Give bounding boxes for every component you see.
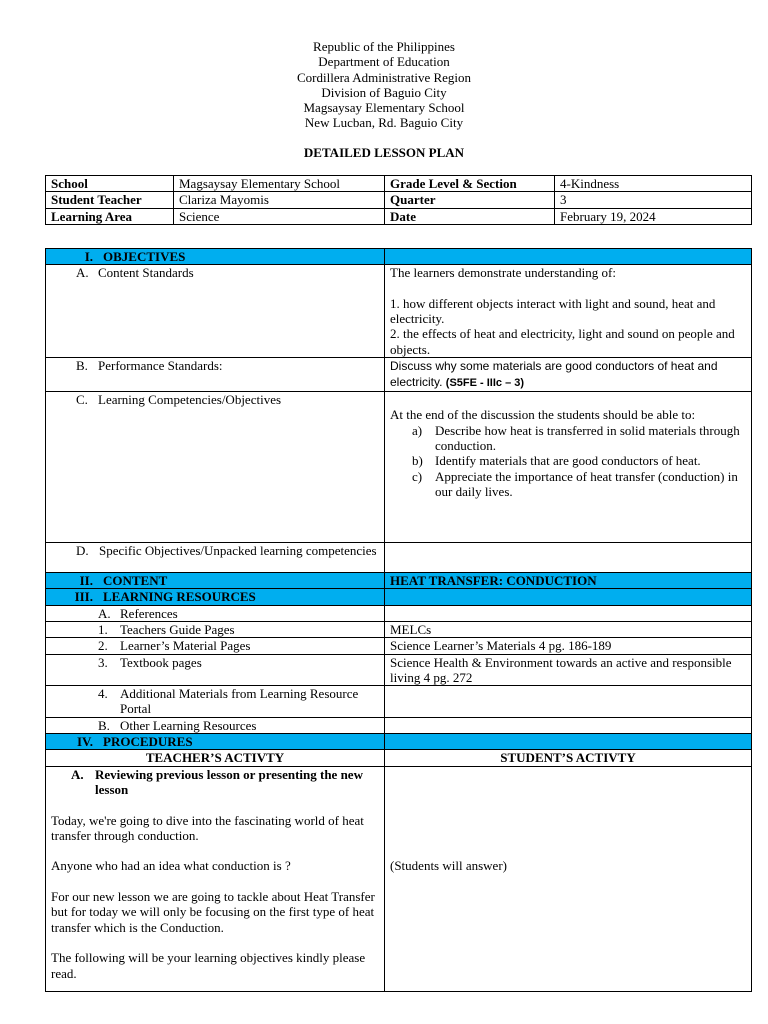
teacher-paragraph-2: Anyone who had an idea what conduction is ?	[51, 858, 291, 874]
grade-value: 4-Kindness	[555, 176, 752, 192]
date-label: Date	[385, 208, 555, 224]
step-a-letter: A.	[71, 766, 84, 782]
references-label	[46, 605, 385, 621]
content-standards-text: Content Standards	[98, 265, 194, 281]
learners-material-num: 2.	[98, 638, 108, 654]
resources-num: III.	[74, 589, 93, 605]
references-row	[46, 605, 752, 621]
competency-item-c	[412, 469, 746, 500]
header-line-3: Cordillera Administrative Region	[296, 69, 472, 85]
performance-standards-label	[46, 358, 385, 392]
portal-label	[46, 686, 385, 718]
specific-objectives-value	[385, 543, 752, 573]
competencies-row	[46, 392, 752, 543]
learners-material-value: Science Learner’s Materials 4 pg. 186-189	[385, 638, 752, 654]
textbook-num: 3.	[98, 654, 108, 670]
quarter-label: Quarter	[385, 192, 555, 208]
procedures-header	[46, 734, 385, 750]
textbook-text: Textbook pages	[120, 654, 202, 670]
specific-objectives-text: Specific Objectives/Unpacked learning competencies	[99, 543, 377, 559]
activity-columns-row	[46, 750, 752, 766]
resources-header-empty	[385, 589, 752, 605]
performance-standards-value	[385, 358, 752, 392]
content-header-row	[46, 573, 752, 589]
learners-material-row	[46, 638, 752, 654]
competencies-label	[46, 392, 385, 543]
teachers-guide-row	[46, 621, 752, 637]
other-resources-label	[46, 717, 385, 733]
content-standards-label	[46, 265, 385, 358]
info-row-school	[46, 176, 752, 192]
objectives-header-row	[46, 249, 752, 265]
info-row-area	[46, 208, 752, 224]
references-letter: A.	[98, 605, 111, 621]
teacher-paragraph-1: Today, we're going to dive into the fascinating world of heat transfer through conduction.	[51, 812, 364, 843]
grade-label: Grade Level & Section	[385, 176, 555, 192]
teachers-guide-label	[46, 621, 385, 637]
teacher-value: Clariza Mayomis	[174, 192, 385, 208]
document-title: DETAILED LESSON PLAN	[303, 145, 465, 160]
content-title: CONTENT	[103, 573, 168, 589]
objectives-title: OBJECTIVES	[103, 249, 186, 264]
content-num: II.	[79, 573, 93, 589]
objectives-num: I.	[84, 249, 93, 264]
performance-standards-code: (S5FE - IIIc – 3)	[445, 377, 525, 390]
references-value	[385, 605, 752, 621]
competencies-letter: C.	[76, 392, 88, 408]
objectives-header	[46, 249, 385, 265]
area-value: Science	[174, 208, 385, 224]
performance-standards-desc: Discuss why some materials are good conductors of heat and electricity.	[390, 359, 718, 390]
date-value: February 19, 2024	[555, 208, 752, 224]
textbook-value: Science Health & Environment towards an active and responsible living 4 pg. 272	[385, 654, 752, 686]
header-line-1: Republic of the Philippines	[313, 39, 455, 54]
resources-header-row	[46, 589, 752, 605]
content-standards-item-1: 1. how different objects interact with light and sound, heat and electricity.	[390, 295, 716, 327]
teachers-guide-text: Teachers Guide Pages	[120, 621, 235, 637]
objectives-header-empty	[385, 249, 752, 265]
resources-header	[46, 589, 385, 605]
quarter-value: 3	[555, 192, 752, 208]
content-standards-intro: The learners demonstrate understanding of:	[390, 265, 616, 281]
content-standards-item-2: 2. the effects of heat and electricity, light and sound on people and objects.	[390, 326, 735, 357]
procedures-header-row	[46, 734, 752, 750]
resources-title: LEARNING RESOURCES	[103, 589, 256, 605]
header-line-4: Division of Baguio City	[321, 84, 447, 100]
header-line-6: New Lucban, Rd. Baguio City	[304, 115, 464, 131]
student-activity-heading: STUDENT’S ACTIVTY	[385, 750, 752, 766]
school-label: School	[46, 176, 174, 192]
portal-text: Additional Materials from Learning Resource Portal	[120, 686, 359, 717]
content-standards-row	[46, 265, 752, 358]
competencies-value	[385, 392, 752, 543]
references-text: References	[120, 605, 178, 621]
teacher-activity-cell	[46, 766, 385, 991]
specific-objectives-letter: D.	[76, 543, 89, 559]
portal-value	[385, 686, 752, 718]
content-standards-letter: A.	[76, 265, 89, 281]
teacher-label: Student Teacher	[46, 192, 174, 208]
portal-row	[46, 686, 752, 718]
student-activity-cell	[385, 766, 752, 991]
info-row-teacher	[46, 192, 752, 208]
header-line-2: Department of Education	[318, 54, 450, 70]
competency-b-text: Identify materials that are good conductors of heat.	[435, 453, 701, 469]
portal-num: 4.	[98, 686, 108, 702]
specific-objectives-row	[46, 543, 752, 573]
competency-item-a	[412, 423, 746, 454]
header-line-5: Magsaysay Elementary School	[303, 100, 465, 116]
teacher-paragraph-3: For our new lesson we are going to tackle about Heat Transfer but for today we will only be focusing on the first type of heat transfer which is the Conduction.	[51, 889, 375, 935]
textbook-row	[46, 654, 752, 686]
procedures-title: PROCEDURES	[103, 734, 193, 750]
teacher-activity-heading: TEACHER’S ACTIVTY	[46, 750, 385, 766]
competency-c-letter: c)	[412, 468, 423, 484]
learners-material-text: Learner’s Material Pages	[120, 638, 251, 654]
competency-a-text: Describe how heat is transferred in solid materials through conduction.	[435, 422, 740, 453]
step-a-title: Reviewing previous lesson or presenting the new lesson	[95, 766, 363, 797]
area-label: Learning Area	[46, 208, 174, 224]
competencies-intro: At the end of the discussion the students should be able to:	[390, 407, 696, 423]
performance-standards-letter: B.	[76, 358, 88, 374]
teacher-paragraph-4: The following will be your learning objectives kindly please read.	[51, 950, 366, 981]
info-table	[45, 175, 752, 225]
competencies-text: Learning Competencies/Objectives	[98, 392, 282, 408]
step-a-heading	[51, 767, 379, 798]
performance-standards-row	[46, 358, 752, 392]
other-resources-text: Other Learning Resources	[120, 717, 257, 733]
student-answer: (Students will answer)	[390, 857, 507, 873]
document-header	[0, 39, 768, 131]
content-standards-value	[385, 265, 752, 358]
competency-item-b	[412, 453, 746, 468]
lesson-table	[45, 248, 752, 992]
textbook-label	[46, 654, 385, 686]
teachers-guide-value: MELCs	[385, 621, 752, 637]
other-resources-value	[385, 717, 752, 733]
teachers-guide-num: 1.	[98, 621, 108, 637]
competency-c-text: Appreciate the importance of heat transfer (conduction) in our daily lives.	[435, 468, 738, 499]
other-resources-row	[46, 717, 752, 733]
competency-b-letter: b)	[412, 453, 423, 469]
content-value: HEAT TRANSFER: CONDUCTION	[385, 573, 752, 589]
procedures-header-empty	[385, 734, 752, 750]
learners-material-label	[46, 638, 385, 654]
performance-standards-text: Performance Standards:	[98, 358, 223, 374]
school-value: Magsaysay Elementary School	[174, 176, 385, 192]
competency-a-letter: a)	[412, 422, 423, 438]
procedures-num: IV.	[76, 734, 93, 750]
content-header	[46, 573, 385, 589]
specific-objectives-label	[46, 543, 385, 573]
other-resources-letter: B.	[98, 717, 110, 733]
step-a-row	[46, 766, 752, 991]
